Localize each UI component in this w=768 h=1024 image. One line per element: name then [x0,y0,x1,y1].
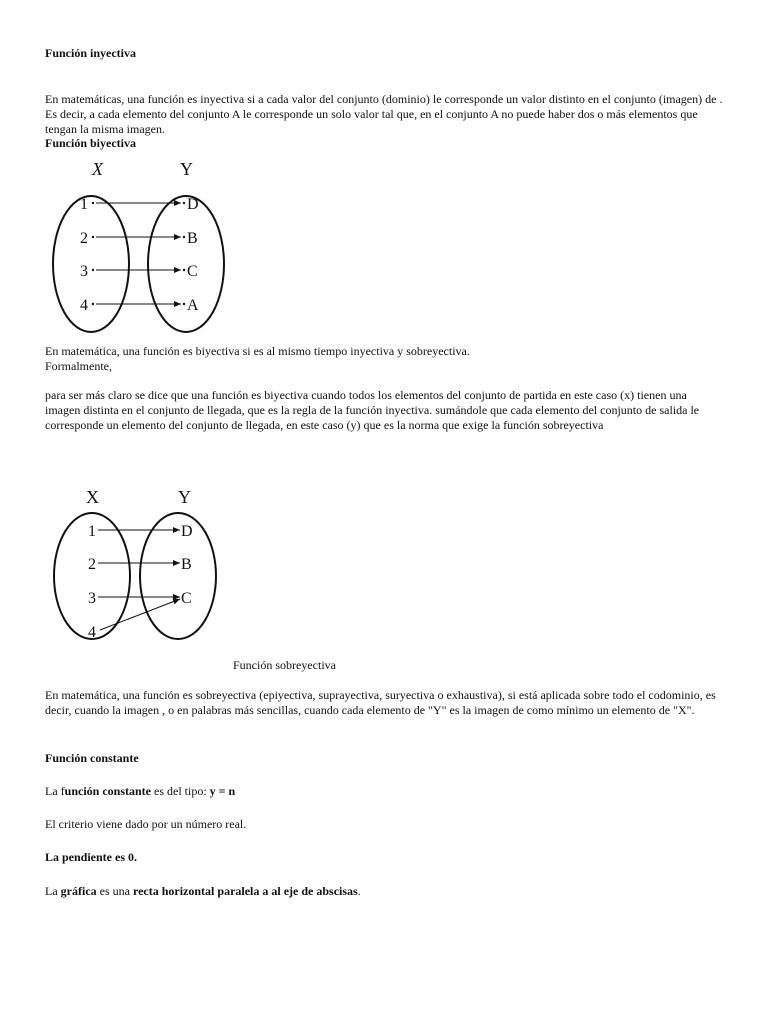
set-x-label: X [92,159,103,179]
bold-term: unción constante [64,784,151,798]
domain-element: 2 [80,230,88,247]
domain-dot [92,269,94,271]
domain-element: 4 [80,297,88,314]
criterio-text: El criterio viene dado por un número real. [45,817,247,831]
heading-funcion-inyectiva: Función inyectiva [45,46,137,60]
domain-element: 2 [88,556,96,573]
formalmente-text: Formalmente, [45,359,112,373]
domain-element: 3 [88,590,96,607]
codomain-element: B [181,556,192,573]
codomain-dot [183,269,185,271]
formula: y = n [209,784,236,798]
bold-term: gráfica [60,884,97,898]
domain-dot [92,236,94,238]
text-segment: es una [96,884,133,898]
codomain-dot [183,236,185,238]
codomain-element: C [187,263,198,280]
inyectiva-paragraph: En matemáticas, una función es inyectiva si a cada valor del conjunto (dominio) le corresponde un valor distinto en el conjunto (imagen) de . Es decir, a cada elemento del conjunto A le corresponde un solo valor tal que, en el conjunto A no puede haber dos o más elementos que tengan la misma imagen. [45,92,723,136]
set-y-label: Y [178,487,191,507]
codomain-element: B [187,230,198,247]
domain-element: 3 [80,263,88,280]
text-segment: La f [45,784,65,798]
codomain-element: D [181,523,193,540]
arrow [100,599,180,630]
codomain-ellipse [140,513,216,639]
heading-funcion-constante: Función constante [45,751,139,765]
text-segment: . [357,884,361,898]
mapping-arrows [96,203,181,304]
domain-elements [80,196,88,314]
pendiente-text: La pendiente es 0. [45,850,138,864]
domain-element: 4 [88,624,96,641]
codomain-dot [183,303,185,305]
domain-ellipse [53,196,129,332]
codomain-ellipse [148,196,224,332]
domain-elements [88,523,96,641]
domain-dot [92,202,94,204]
domain-element: 1 [88,523,96,540]
mapping-arrows [98,530,180,630]
sobreyectiva-paragraph: En matemática, una función es sobreyectiva (epiyectiva, suprayectiva, suryectiva o exhaustiva), si está aplicada sobre todo el codominio, es decir, cuando la imagen , o en palabras más sencillas, cuando cada elemento de "Y" es la imagen de como mínimo un elemento de "X". [45,688,716,717]
biyectiva-definition: En matemática, una función es biyectiva si es al mismo tiempo inyectiva y sobreyectiva. [45,344,470,358]
codomain-element: A [187,297,199,314]
set-y-label: Y [180,159,193,179]
domain-dot [92,303,94,305]
codomain-element: D [187,196,199,213]
biyectiva-diagram [40,150,240,340]
text-segment: es del tipo: [151,784,210,798]
biyectiva-paragraph: para ser más claro se dice que una función es biyectiva cuando todos los elementos del conjunto de partida en este caso (x) tienen una imagen distinta en el conjunto de llegada, que es la regla de la función inyectiva. sumándole que cada elemento del conjunto de salida le corresponde un elemento del conjunto de llegada, en este caso (y) que es la norma que exige la función sobreyectiva [45,388,700,432]
bold-term: recta horizontal paralela a al eje de abscisas [132,884,358,898]
codomain-elements [181,523,193,607]
text-segment: La [45,884,61,898]
sobreyectiva-diagram [40,480,240,660]
constante-type-line [45,784,725,799]
codomain-dots [183,202,185,305]
grafica-line [45,884,725,899]
codomain-element: C [181,590,192,607]
codomain-dot [183,202,185,204]
heading-funcion-biyectiva: Función biyectiva [45,136,137,150]
domain-dots [92,202,94,305]
codomain-elements [187,196,199,314]
domain-element: 1 [80,196,88,213]
set-x-label: X [86,487,99,507]
diagram-caption: Función sobreyectiva [233,658,336,672]
